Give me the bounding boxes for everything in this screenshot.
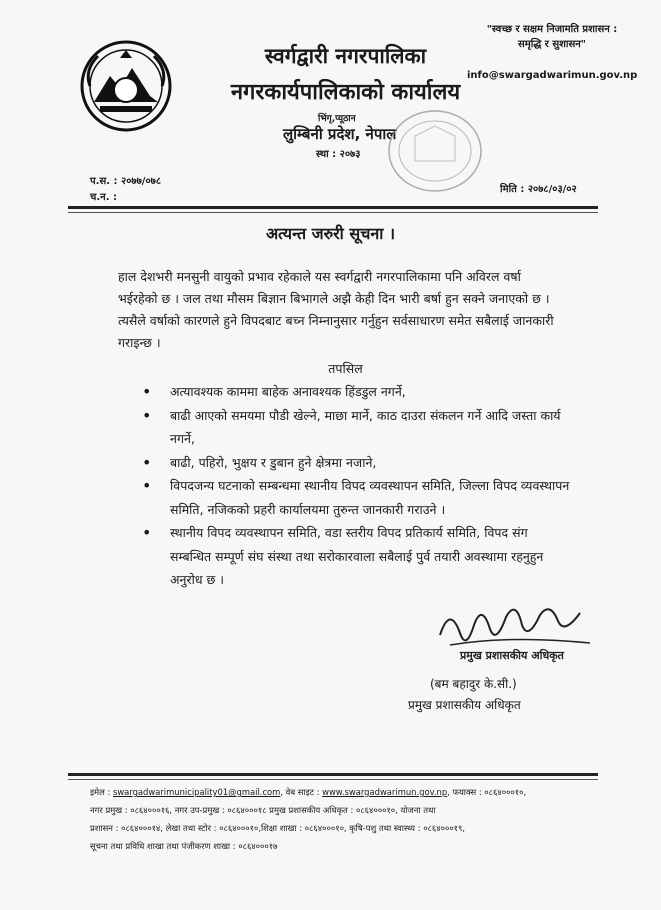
footer-email-link[interactable]: swargadwarimunicipality01@gmail.com bbox=[112, 787, 281, 797]
list-item bbox=[142, 521, 572, 592]
point-text: अत्यावश्यक काममा बाहेक अनावश्यक हिंडडुल नगर्ने, bbox=[170, 384, 406, 399]
list-item bbox=[142, 380, 572, 404]
footer-line-3: प्रशासन : ०८६४०००१४, लेखा तथा स्टोर : ०८६४०००१०,शिक्षा शाखा : ०८६४०००१०, कृषि-पशु तथा स्वास्थ्य : ०८६४०००१९, bbox=[90, 823, 466, 833]
footer-website-label: , वेब साइट : bbox=[280, 787, 320, 797]
bullet-icon: • bbox=[142, 405, 152, 425]
reference-numbers bbox=[90, 174, 161, 206]
footer-email-label: इमेल : bbox=[90, 787, 111, 797]
footer-website-link[interactable]: www.swargadwarimun.gov.np bbox=[322, 787, 448, 797]
point-text: बाढी आएको समयमा पौडी खेल्ने, माछा मार्ने, काठ दाउरा संकलन गर्ने आदि जस्ता कार्य नगर्ने, bbox=[170, 407, 561, 446]
header-divider bbox=[68, 206, 598, 209]
reference-cn: च.न. : bbox=[90, 192, 117, 203]
signatory-position: प्रमुख प्रशासकीय अधिकृत bbox=[408, 698, 521, 712]
notice-title: अत्यन्त जरुरी सूचना । bbox=[265, 224, 396, 243]
slogan-line-1: "स्वच्छ र सक्षम निजामति प्रशासन : bbox=[486, 24, 618, 35]
bullet-icon: • bbox=[142, 382, 152, 401]
footer-divider-thin bbox=[68, 779, 598, 780]
list-item bbox=[142, 404, 572, 451]
point-text: स्थानीय विपद व्यवस्थापन समिति, वडा स्तरीय विपद प्रतिकार्य समिति, विपद संग सम्बन्धित सम्पूर्ण संघ संस्था तथा सरोकारवाला सबैलाई पुर्व तयारी अवस्थामा रहनुहुन अनुरोध छ । bbox=[170, 525, 544, 587]
office-stamp-icon bbox=[385, 106, 485, 196]
point-text: बाढी, पहिरो, भुक्षय र डुबान हुने क्षेत्रमा नजाने, bbox=[170, 454, 377, 470]
notice-subheading: तपसिल bbox=[328, 361, 363, 376]
footer-line-2: नगर प्रमुख : ०८६४०००१६, नगर उप-प्रमुख : ०८६४०००१८ प्रमुख प्रशासकीय अधिकृत : ०८६४०००१०, योजना तथा bbox=[90, 805, 436, 815]
footer-line-4: सूचना तथा प्रविधि शाखा तथा पंजीकरण शाखा : ०८६४०००१७ bbox=[90, 841, 278, 851]
bullet-icon: • bbox=[142, 452, 152, 472]
reference-ps: प.स. : २०७७/०७८ bbox=[90, 176, 162, 187]
bullet-icon: • bbox=[142, 476, 152, 495]
slogan-line-2: समृद्धि र सुशासन" bbox=[517, 39, 587, 50]
signature-icon bbox=[430, 595, 600, 665]
point-text: विपदजन्य घटनाको सम्बन्धमा स्थानीय विपद व्यवस्थापन समिति, जिल्ला विपद व्यवस्थापन समिति, नजिकको प्रहरी कार्यालयमा तुरुन्त जानकारी गराउने । bbox=[170, 478, 570, 517]
bullet-icon: • bbox=[142, 523, 152, 542]
municipality-name: स्वर्गद्वारी नगरपालिका bbox=[264, 44, 427, 68]
office-email: info@swargadwarimun.gov.np bbox=[467, 70, 638, 81]
footer-divider bbox=[68, 773, 598, 776]
header-divider-thin bbox=[68, 212, 598, 213]
office-location: भिंगृ,प्यूठान bbox=[318, 114, 356, 124]
signature-stamp-text: प्रमुख प्रशासकीय अधिकृत bbox=[460, 649, 564, 662]
office-name: नगरकार्यपालिकाको कार्यालय bbox=[230, 80, 461, 105]
notice-body: हाल देशभरी मनसुनी वायुको प्रभाव रहेकाले यस स्वर्गद्वारी नगरपालिकामा पनि अविरल वर्षा भईरहेको छ । जल तथा मौसम बिज्ञान बिभागले अझै केही दिन भारी बर्षा हुन सक्ने जनाएको छ । त्यसैले वर्षाको कारणले हुने विपदबाट बच्न निम्नानुसार गर्नुहुन सर्वसाधारण समेत सबैलाई जानकारी गराइन्छ । bbox=[118, 269, 554, 350]
footer-fax: , फयाक्स : ०८६४०००१०, bbox=[447, 787, 527, 797]
footer-contacts bbox=[90, 783, 630, 855]
list-item bbox=[142, 451, 572, 475]
province: लुम्बिनी प्रदेश, नेपाल bbox=[283, 125, 397, 143]
established-year: स्था : २०७३ bbox=[316, 149, 361, 160]
letter-date: मिति : २०७८/०३/०२ bbox=[500, 184, 577, 195]
notice-points-list bbox=[142, 380, 572, 592]
list-item bbox=[142, 474, 572, 521]
footer-line-1 bbox=[90, 783, 630, 801]
signatory-name: (बम बहादुर के.सी.) bbox=[430, 677, 517, 691]
